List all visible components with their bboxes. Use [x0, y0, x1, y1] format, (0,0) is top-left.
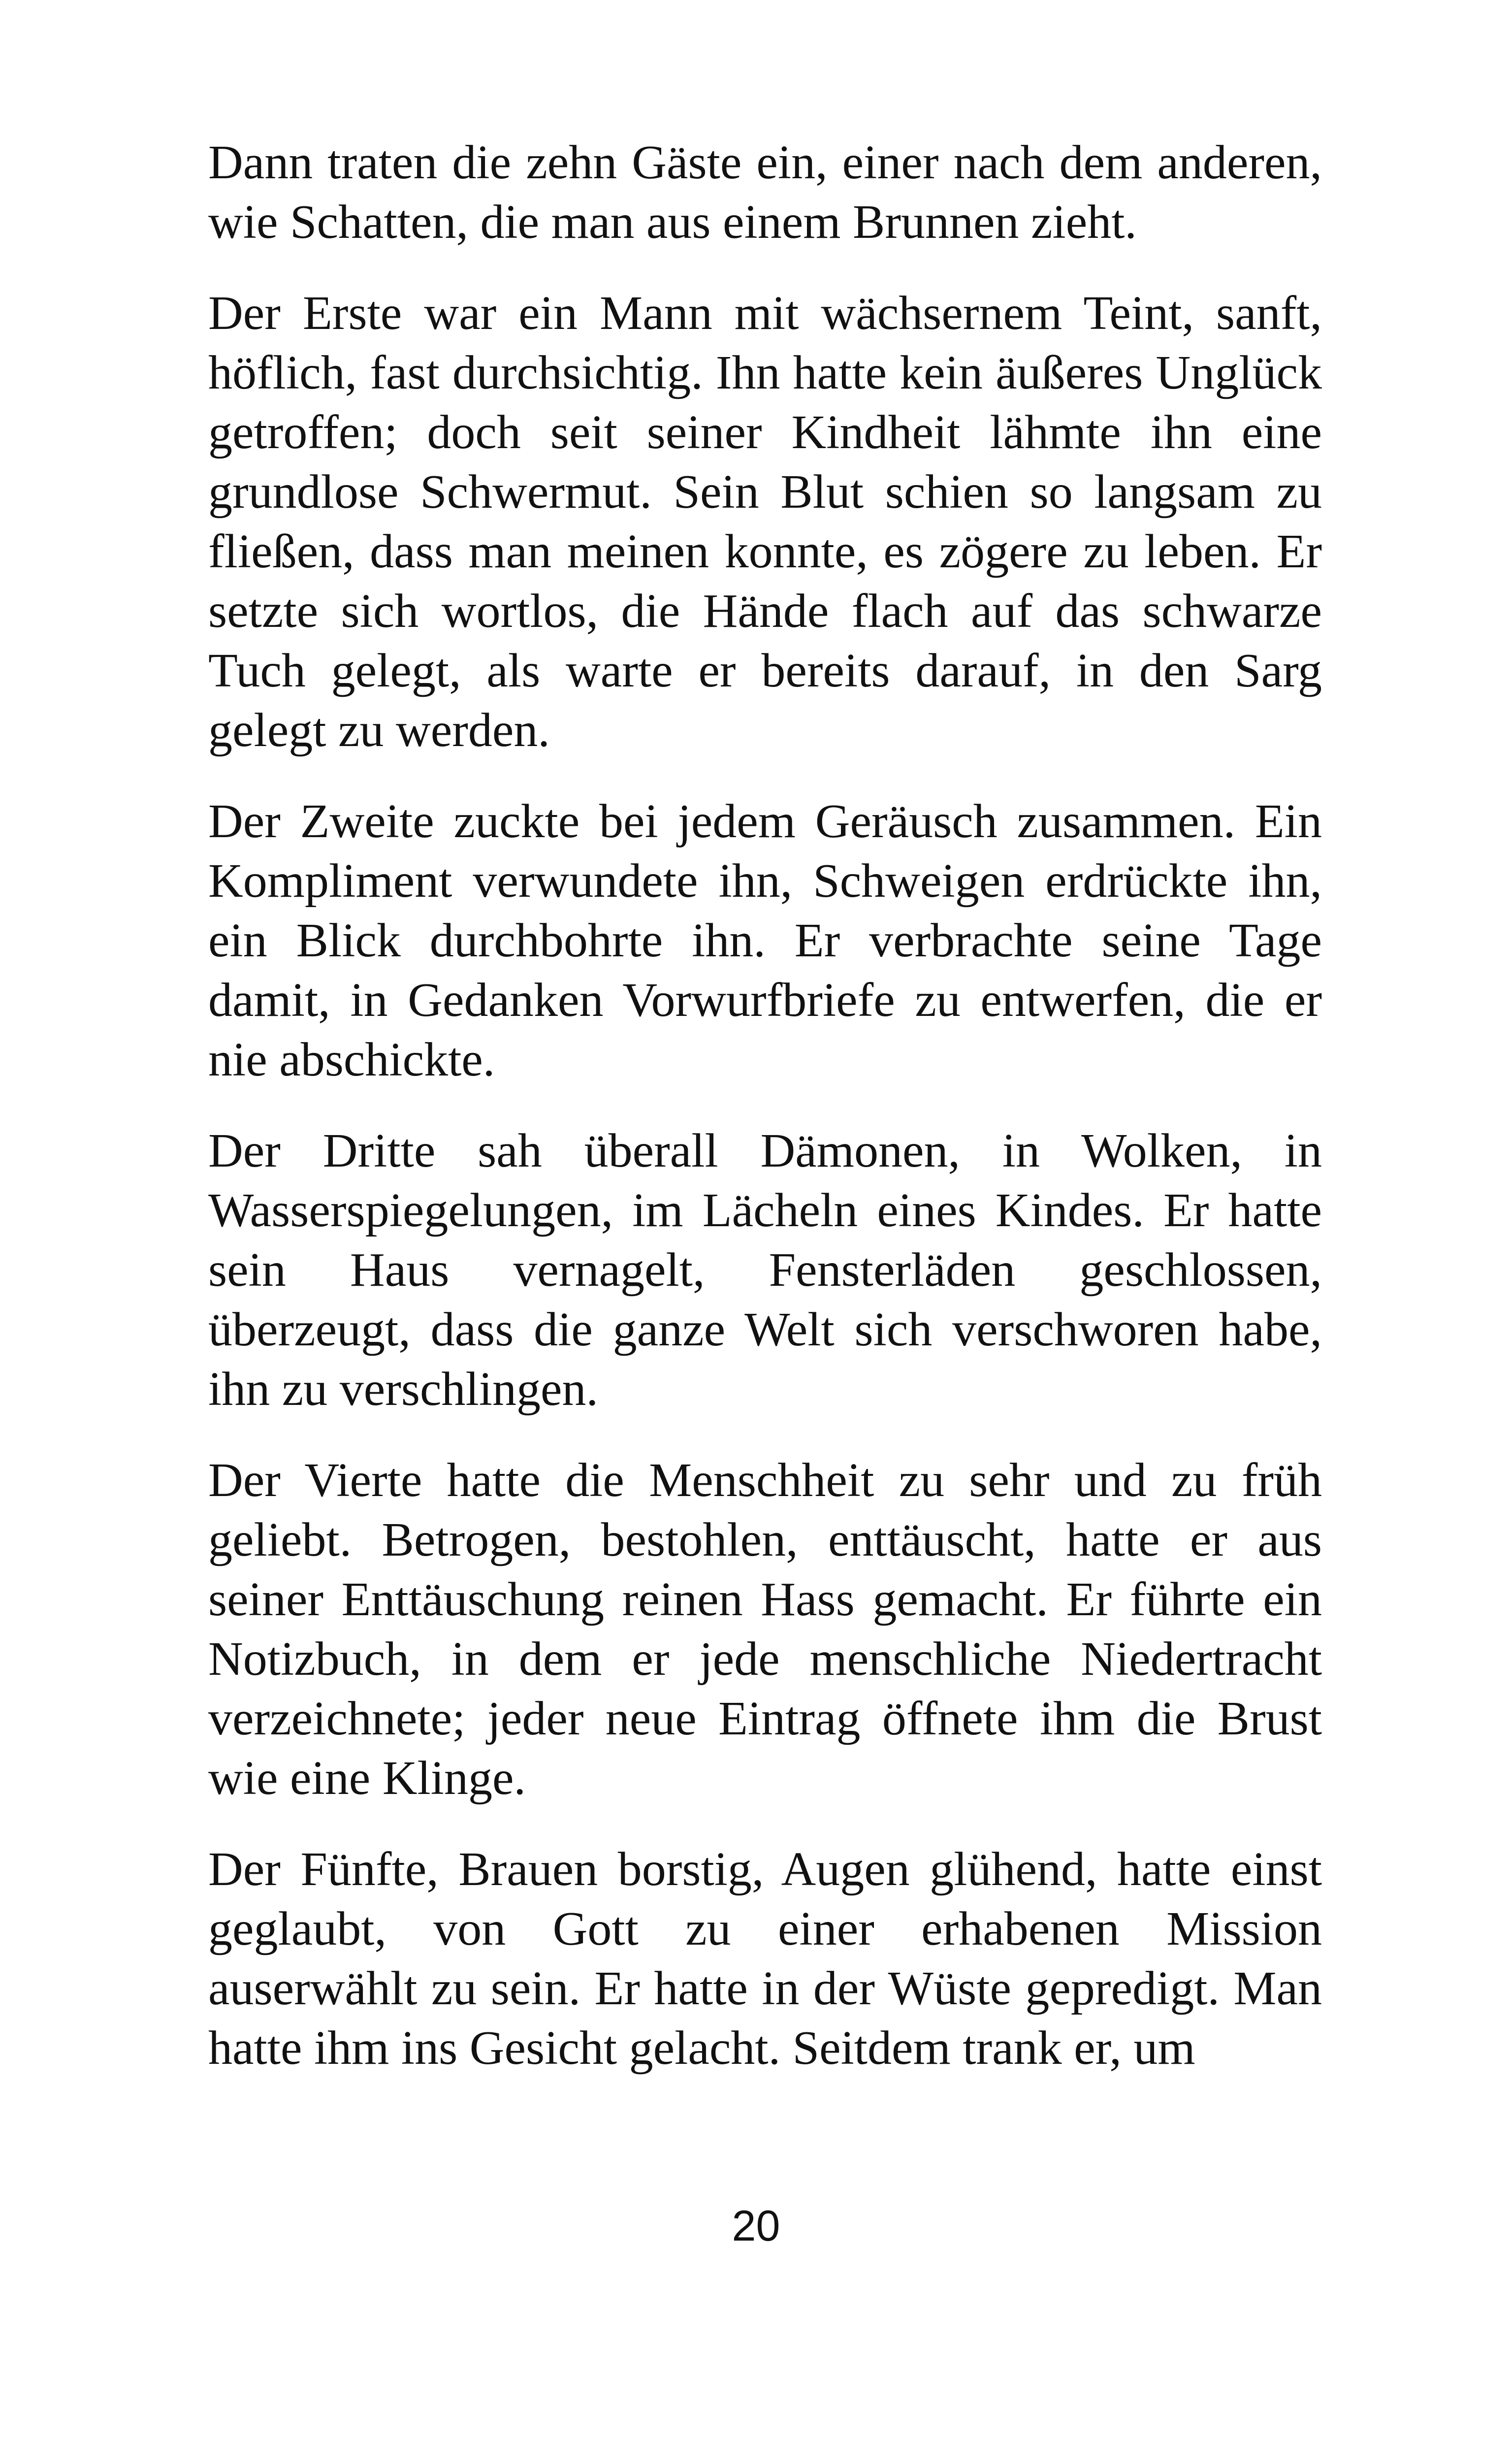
- paragraph-6: Der Fünfte, Brauen borstig, Augen glühend, hatte einst geglaubt, von Gott zu einer erhabenen Mission auserwählt zu sein. Er hatte in der Wüste gepredigt. Man hatte ihm ins Gesicht gelacht. Seitdem trank er, um: [208, 1843, 1322, 2075]
- paragraph-1: Dann traten die zehn Gäste ein, einer nach dem anderen, wie Schatten, die man aus einem Brunnen zieht.: [208, 136, 1322, 249]
- page-number: 20: [732, 2201, 780, 2250]
- paragraph-3: Der Zweite zuckte bei jedem Geräusch zusammen. Ein Kompliment verwundete ihn, Schweigen erdrückte ihn, ein Blick durchbohrte ihn. Er verbrachte seine Tage damit, in Gedanken Vorwurfbriefe zu entwerfen, die er nie abschickte.: [208, 795, 1322, 1086]
- paragraph-4: Der Dritte sah überall Dämonen, in Wolken, in Wasserspiegelungen, im Lächeln eines Kindes. Er hatte sein Haus vernagelt, Fensterläden geschlossen, überzeugt, dass die ganze Welt sich verschworen habe, ihn zu verschlingen.: [208, 1124, 1322, 1416]
- page-body-text: [208, 133, 1322, 2078]
- paragraph-5: Der Vierte hatte die Menschheit zu sehr und zu früh geliebt. Betrogen, bestohlen, enttäuscht, hatte er aus seiner Enttäuschung reinen Hass gemacht. Er führte ein Notizbuch, in dem er jede menschliche Niedertracht verzeichnete; jeder neue Eintrag öffnete ihm die Brust wie eine Klinge.: [208, 1454, 1322, 1805]
- paragraph-2: Der Erste war ein Mann mit wächsernem Teint, sanft, höflich, fast durchsichtig. Ihn hatte kein äußeres Unglück getroffen; doch seit seiner Kindheit lähmte ihn eine grundlose Schwermut. Sein Blut schien so langsam zu fließen, dass man meinen konnte, es zögere zu leben. Er setzte sich wortlos, die Hände flach auf das schwarze Tuch gelegt, als warte er bereits darauf, in den Sarg gelegt zu werden.: [208, 287, 1322, 757]
